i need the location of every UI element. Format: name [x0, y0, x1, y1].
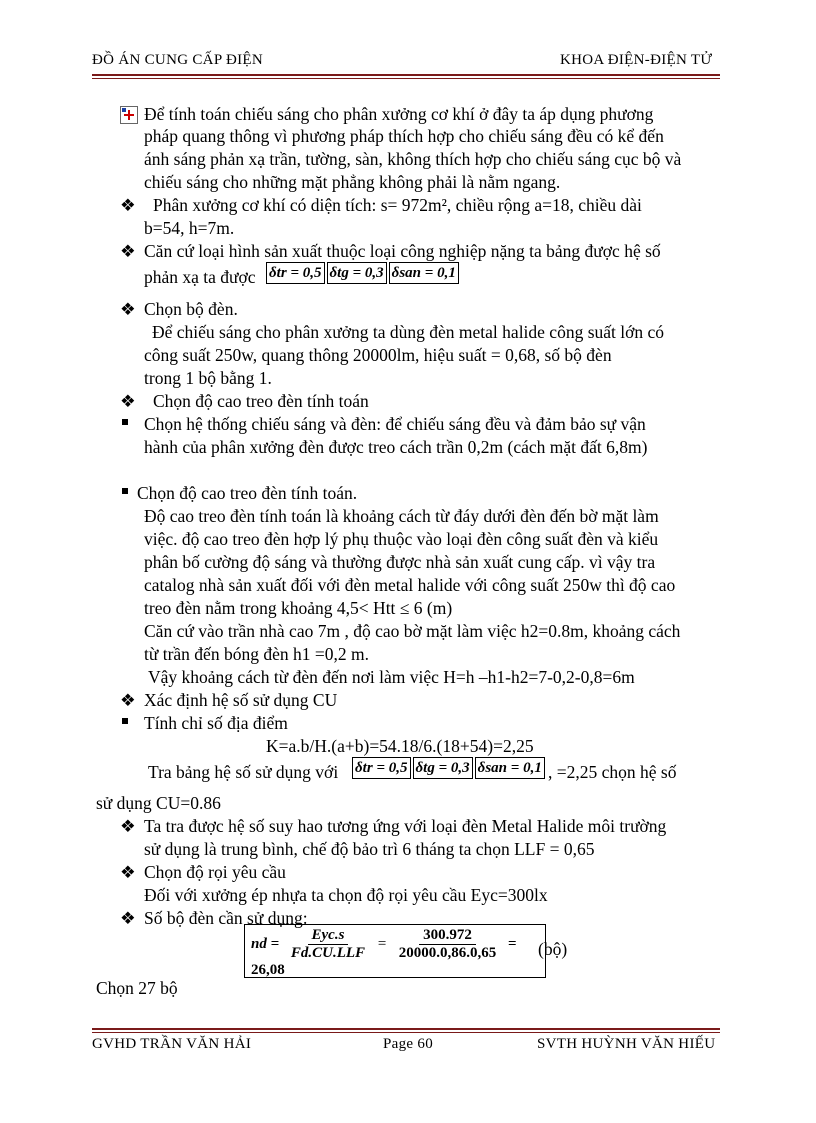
diamond-bullet-icon: ❖ [120, 816, 136, 836]
p5-line2: công suất 250w, quang thông 20000lm, hiệu suất = 0,68, số bộ đèn [144, 345, 612, 365]
diamond-bullet-icon: ❖ [120, 391, 136, 411]
coef-ceiling: δtr = 0,5 [266, 262, 325, 284]
square-bullet-icon [122, 488, 128, 494]
footer-right: SVTH HUỲNH VĂN HIẾU [537, 1036, 716, 1052]
footer-left: GVHD TRẦN VĂN HẢI [92, 1036, 252, 1052]
formula-lhs: nd = [251, 935, 280, 952]
p9-line4: catalog nhà sản xuất đối với đèn metal halide với công suất 250w thì độ cao [144, 575, 676, 595]
p15-line2: sử dụng là trung bình, chế độ bảo trì 6 tháng ta chọn LLF = 0,65 [144, 839, 595, 859]
p17: Đối với xưởng ép nhựa ta chọn độ rọi yêu cầu Eyc=300lx [144, 885, 548, 905]
diamond-bullet-icon: ❖ [120, 908, 136, 928]
p9-line7: từ trần đến bóng đèn h1 =0,2 m. [144, 644, 369, 664]
coef-wall-2: δtg = 0,3 [413, 757, 473, 779]
p8: Chọn độ cao treo đèn tính toán. [137, 483, 358, 503]
footer-rule [92, 1028, 720, 1030]
p1-line1: Để tính toán chiếu sáng cho phân xưởng cơ khí ở đây ta áp dụng phương [144, 104, 654, 124]
formula-f2-den: 20000.0,86.0,65 [398, 945, 497, 961]
p19: Chọn 27 bộ [96, 978, 178, 998]
coef-wall: δtg = 0,3 [327, 262, 387, 284]
p10: Xác định hệ số sử dụng CU [144, 690, 338, 710]
plus-icon [120, 106, 138, 124]
p5-line1: Để chiếu sáng cho phân xưởng ta dùng đèn metal halide công suất lớn có [152, 322, 665, 342]
formula-f1-den: Fd.CU.LLF [290, 945, 366, 961]
formula-eq: = [376, 935, 387, 952]
p2-line2: b=54, h=7m. [144, 218, 235, 238]
lamp-count-formula [244, 924, 546, 978]
coef-floor: δsan = 0,1 [389, 262, 459, 284]
p5-line3: trong 1 bộ bằng 1. [144, 368, 272, 388]
diamond-bullet-icon: ❖ [120, 195, 136, 215]
p13b: , =2,25 chọn hệ số [548, 762, 677, 782]
diamond-bullet-icon: ❖ [120, 241, 136, 261]
diamond-bullet-icon: ❖ [120, 299, 136, 319]
header-rule-thin [92, 78, 720, 79]
p9-line1: Độ cao treo đèn tính toán là khoảng cách từ đáy dưới đèn đến bờ mặt làm [144, 506, 659, 526]
formula-result: = 26,08 [251, 935, 517, 978]
p12: K=a.b/H.(a+b)=54.18/6.(18+54)=2,25 [266, 736, 534, 756]
p15-line1: Ta tra được hệ số suy hao tương ứng với loại đèn Metal Halide môi trường [144, 816, 667, 836]
p11: Tính chỉ số địa điểm [144, 713, 288, 733]
reflection-coefficients-2 [352, 757, 545, 779]
page-number: Page 60 [383, 1036, 434, 1052]
formula-fraction-2 [395, 927, 501, 962]
square-bullet-icon [122, 419, 128, 425]
diamond-bullet-icon: ❖ [120, 862, 136, 882]
p9-line8: Vậy khoảng cách từ đèn đến nơi làm việc H=h –h1-h2=7-0,2-0,8=6m [148, 667, 635, 687]
p16: Chọn độ rọi yêu cầu [144, 862, 286, 882]
p9-line6: Căn cứ vào trần nhà cao 7m , độ cao bờ mặt làm việc h2=0.8m, khoảng cách [144, 621, 681, 641]
p4: Chọn bộ đèn. [144, 299, 238, 319]
p6: Chọn độ cao treo đèn tính toán [153, 391, 369, 411]
p1-line2: pháp quang thông vì phương pháp thích hợp cho chiếu sáng đều có kể đến [144, 126, 664, 146]
formula-unit: (bộ) [538, 939, 568, 959]
p13a: Tra bảng hệ số sử dụng với [148, 762, 339, 782]
formula-f1-num: Eyc.s [308, 927, 349, 945]
diamond-bullet-icon: ❖ [120, 690, 136, 710]
square-bullet-icon [122, 718, 128, 724]
p18: Số bộ đèn cần sử dụng: [144, 908, 308, 928]
p3-line1: Căn cứ loại hình sản xuất thuộc loại công nghiệp nặng ta bảng được hệ số [144, 241, 661, 261]
p7-line2: hành của phân xưởng đèn được treo cách trần 0,2m (cách mặt đất 6,8m) [144, 437, 648, 457]
p9-line3: phân bố cường độ sáng và thường được nhà sản xuất cung cấp. vì vậy tra [144, 552, 656, 572]
reflection-coefficients [266, 262, 459, 284]
header-rule [92, 74, 720, 76]
p2-line1: Phân xưởng cơ khí có diện tích: s= 972m², chiều rộng a=18, chiều dài [153, 195, 642, 215]
footer-rule-thin [92, 1032, 720, 1033]
p3-line2: phản xạ ta được [144, 267, 256, 287]
p9-line2: việc. độ cao treo đèn hợp lý phụ thuộc vào loại đèn công suất đèn và kiểu [144, 529, 659, 549]
coef-ceiling-2: δtr = 0,5 [352, 757, 411, 779]
header-left: ĐỒ ÁN CUNG CẤP ĐIỆN [92, 52, 263, 68]
p14: sử dụng CU=0.86 [96, 793, 221, 813]
p9-line5: treo đèn nằm trong khoảng 4,5< Htt ≤ 6 (m) [144, 598, 453, 618]
formula-f2-num: 300.972 [419, 927, 476, 945]
coef-floor-2: δsan = 0,1 [475, 757, 545, 779]
header-right: KHOA ĐIỆN-ĐIỆN TỬ [560, 52, 713, 68]
p1-line3: ánh sáng phản xạ trần, tường, sàn, không thích hợp cho chiếu sáng cục bộ và [144, 149, 682, 169]
p7-line1: Chọn hệ thống chiếu sáng và đèn: để chiếu sáng đều và đảm bảo sự vận [144, 414, 646, 434]
formula-fraction-1 [287, 927, 369, 962]
p1-line4: chiếu sáng cho những mặt phẳng không phải là nằm ngang. [144, 172, 561, 192]
